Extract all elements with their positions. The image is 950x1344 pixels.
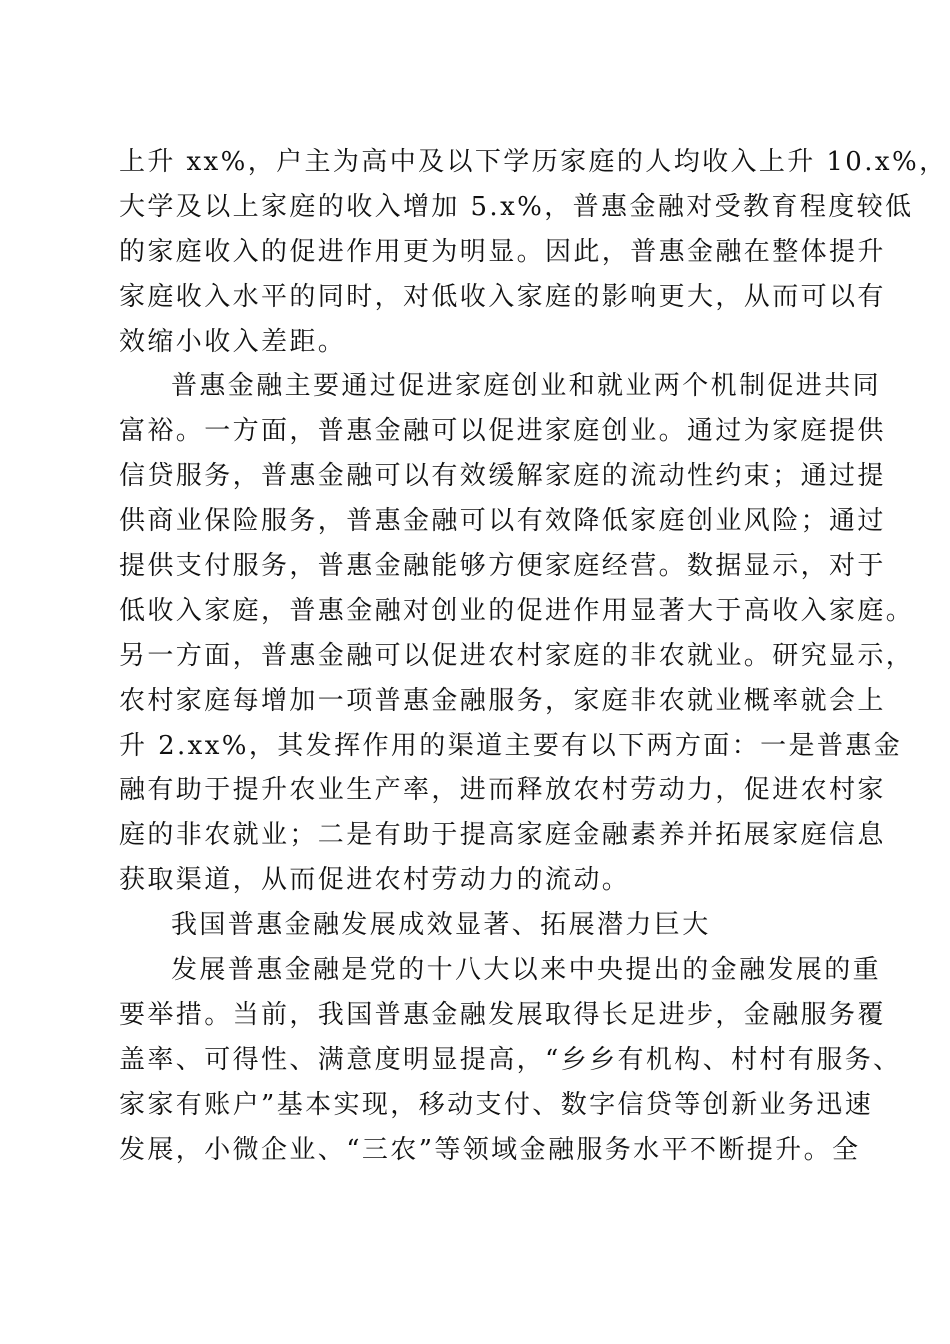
text-line: 家庭收入水平的同时，对低收入家庭的影响更大，从而可以有: [119, 281, 886, 312]
section-heading-text: 我国普惠金融发展成效显著、拓展潜力巨大: [171, 910, 711, 941]
text-line: 盖率、可得性、满意度明显提高，“乡乡有机构、村村有服务、: [119, 1044, 902, 1075]
text-line: 效缩小收入差距。: [119, 326, 347, 357]
text-line: 低收入家庭，普惠金融对创业的促进作用显著大于高收入家庭。: [119, 595, 915, 626]
document-body: [119, 140, 948, 1172]
text-line: 家家有账户”基本实现，移动支付、数字信贷等创新业务迅速: [119, 1089, 874, 1120]
text-line: 庭的非农就业；二是有助于提高家庭金融素养并拓展家庭信息: [119, 820, 886, 851]
text-line: 融有助于提升农业生产率，进而释放农村劳动力，促进农村家: [119, 775, 886, 806]
text-line: 获取渠道，从而促进农村劳动力的流动。: [119, 865, 631, 896]
text-line: 要举措。当前，我国普惠金融发展取得长足进步，金融服务覆: [119, 999, 886, 1030]
paragraph-income-effect: [119, 140, 948, 364]
paragraph-development: [119, 948, 902, 1172]
text-line: 富裕。一方面，普惠金融可以促进家庭创业。通过为家庭提供: [119, 416, 886, 447]
text-line: 发展普惠金融是党的十八大以来中央提出的金融发展的重: [171, 955, 882, 986]
text-line: 的家庭收入的促进作用更为明显。因此，普惠金融在整体提升: [119, 236, 886, 267]
text-line: 上升 xx%，户主为高中及以下学历家庭的人均收入上升 10.x%，: [119, 147, 948, 177]
text-line: 另一方面，普惠金融可以促进农村家庭的非农就业。研究显示，: [119, 640, 915, 671]
text-line: 大学及以上家庭的收入增加 5.x%，普惠金融对受教育程度较低: [119, 191, 914, 222]
text-line: 农村家庭每增加一项普惠金融服务，家庭非农就业概率就会上: [119, 685, 886, 716]
section-heading: [119, 903, 839, 948]
text-line: 升 2.xx%，其发挥作用的渠道主要有以下两方面：一是普惠金: [119, 730, 903, 761]
text-line: 普惠金融主要通过促进家庭创业和就业两个机制促进共同: [171, 371, 882, 402]
text-line: 信贷服务，普惠金融可以有效缓解家庭的流动性约束；通过提: [119, 461, 886, 492]
text-line: 提供支付服务，普惠金融能够方便家庭经营。数据显示，对于: [119, 551, 886, 582]
paragraph-mechanisms: [119, 364, 915, 903]
text-line: 供商业保险服务，普惠金融可以有效降低家庭创业风险；通过: [119, 506, 886, 537]
text-line: 发展，小微企业、“三农”等领域金融服务水平不断提升。全: [119, 1134, 861, 1165]
